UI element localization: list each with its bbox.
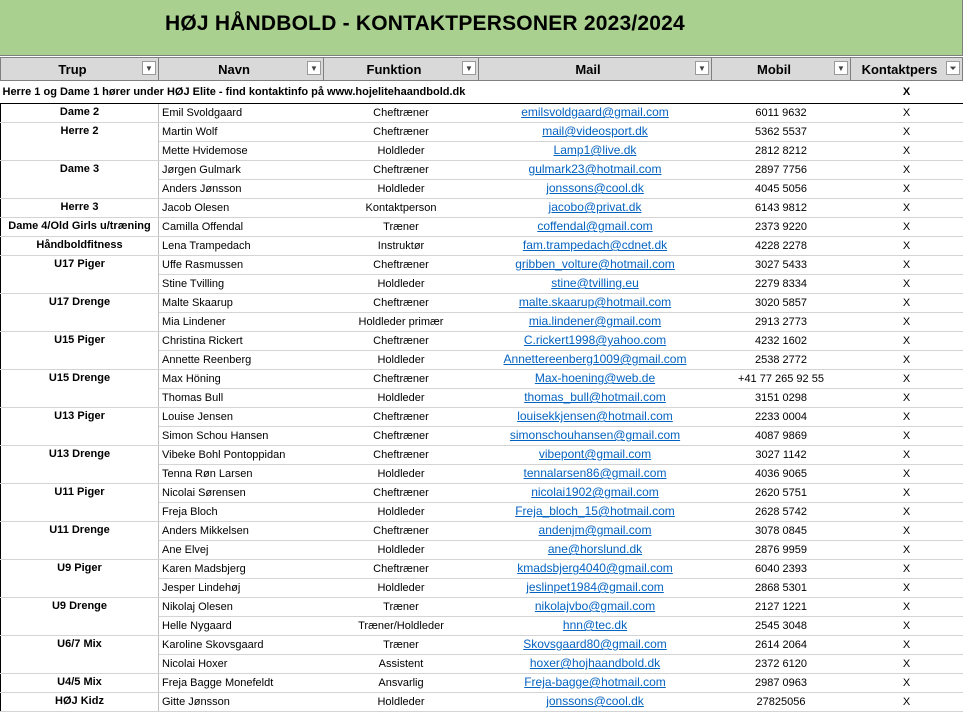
table-row <box>1 674 963 693</box>
cell-navn: Mia Lindener <box>159 313 324 332</box>
cell-kontakt: X <box>851 104 963 123</box>
filter-dropdown-icon[interactable]: ▼ <box>142 61 156 75</box>
cell-navn: Tenna Røn Larsen <box>159 465 324 484</box>
cell-funktion: Holdleder primær <box>324 313 479 332</box>
cell-trup: U17 Drenge <box>1 294 159 332</box>
cell-funktion: Træner <box>324 218 479 237</box>
cell-funktion: Holdleder <box>324 142 479 161</box>
email-link[interactable]: gribben_volture@hotmail.com <box>515 257 675 271</box>
cell-funktion: Træner/Holdleder <box>324 617 479 636</box>
contact-table <box>0 57 963 712</box>
cell-mail <box>479 541 712 560</box>
cell-navn: Jacob Olesen <box>159 199 324 218</box>
filter-active-icon[interactable]: ⏷ <box>946 61 960 75</box>
cell-mobil: 6143 9812 <box>712 199 851 218</box>
cell-funktion: Holdleder <box>324 503 479 522</box>
cell-trup: HØJ Kidz <box>1 693 159 712</box>
cell-mobil: 3027 5433 <box>712 256 851 275</box>
cell-kontakt: X <box>851 332 963 351</box>
cell-navn: Helle Nygaard <box>159 617 324 636</box>
header-mail: Mail ▼ <box>479 58 712 81</box>
email-link[interactable]: thomas_bull@hotmail.com <box>524 390 666 404</box>
email-link[interactable]: coffendal@gmail.com <box>537 219 653 233</box>
cell-funktion: Cheftræner <box>324 256 479 275</box>
cell-navn: Christina Rickert <box>159 332 324 351</box>
cell-funktion: Holdleder <box>324 541 479 560</box>
email-link[interactable]: andenjm@gmail.com <box>538 523 652 537</box>
cell-trup: Dame 2 <box>1 104 159 123</box>
cell-trup: Herre 2 <box>1 123 159 161</box>
cell-trup: U9 Piger <box>1 560 159 598</box>
email-link[interactable]: malte.skaarup@hotmail.com <box>518 295 672 309</box>
cell-mail <box>479 104 712 123</box>
cell-mail <box>479 465 712 484</box>
cell-trup: U13 Piger <box>1 408 159 446</box>
cell-kontakt: X <box>851 579 963 598</box>
table-row <box>1 598 963 617</box>
cell-mobil: 2127 1221 <box>712 598 851 617</box>
cell-funktion: Træner <box>324 598 479 617</box>
cell-mobil: 4228 2278 <box>712 237 851 256</box>
cell-kontakt: X <box>851 446 963 465</box>
cell-kontakt: X <box>851 218 963 237</box>
cell-navn: Anders Jønsson <box>159 180 324 199</box>
cell-funktion: Cheftræner <box>324 427 479 446</box>
cell-navn: Karen Madsbjerg <box>159 560 324 579</box>
cell-mobil: 2614 2064 <box>712 636 851 655</box>
table-row <box>1 199 963 218</box>
cell-kontakt: X <box>851 294 963 313</box>
cell-navn: Freja Bloch <box>159 503 324 522</box>
cell-mail <box>479 275 712 294</box>
cell-kontakt: X <box>851 180 963 199</box>
email-link[interactable]: jonssons@cool.dk <box>546 181 644 195</box>
cell-mobil: 4087 9869 <box>712 427 851 446</box>
cell-navn: Freja Bagge Monefeldt <box>159 674 324 693</box>
title-banner <box>0 0 963 56</box>
email-link[interactable]: Annettereenberg1009@gmail.com <box>503 352 687 366</box>
cell-trup: U4/5 Mix <box>1 674 159 693</box>
cell-funktion: Cheftræner <box>324 370 479 389</box>
cell-funktion: Cheftræner <box>324 522 479 541</box>
filter-dropdown-icon[interactable]: ▼ <box>307 61 321 75</box>
cell-mobil: 3151 0298 <box>712 389 851 408</box>
cell-mobil: +41 77 265 92 55 <box>712 370 851 389</box>
email-link[interactable]: Lamp1@live.dk <box>553 143 637 157</box>
cell-kontakt: X <box>851 313 963 332</box>
email-link[interactable]: Freja_bloch_15@hotmail.com <box>515 504 675 518</box>
cell-mobil: 2620 5751 <box>712 484 851 503</box>
cell-mobil: 2628 5742 <box>712 503 851 522</box>
cell-mail <box>479 256 712 275</box>
cell-kontakt: X <box>851 237 963 256</box>
cell-mobil: 2233 0004 <box>712 408 851 427</box>
cell-navn: Malte Skaarup <box>159 294 324 313</box>
cell-mobil: 2913 2773 <box>712 313 851 332</box>
email-link[interactable]: kmadsbjerg4040@gmail.com <box>517 561 673 575</box>
email-link[interactable]: Max-hoening@web.de <box>534 371 656 385</box>
cell-mail <box>479 617 712 636</box>
cell-funktion: Cheftræner <box>324 161 479 180</box>
table-row <box>1 693 963 712</box>
cell-kontakt: X <box>851 389 963 408</box>
cell-kontakt: X <box>851 142 963 161</box>
cell-funktion: Cheftræner <box>324 123 479 142</box>
cell-funktion: Træner <box>324 636 479 655</box>
cell-funktion: Cheftræner <box>324 332 479 351</box>
cell-navn: Camilla Offendal <box>159 218 324 237</box>
cell-mail <box>479 427 712 446</box>
cell-mobil: 2876 9959 <box>712 541 851 560</box>
email-link[interactable]: Skovsgaard80@gmail.com <box>523 637 667 651</box>
cell-navn: Lena Trampedach <box>159 237 324 256</box>
cell-mail <box>479 123 712 142</box>
cell-kontakt: X <box>851 693 963 712</box>
cell-navn: Thomas Bull <box>159 389 324 408</box>
cell-kontakt: X <box>851 636 963 655</box>
table-row <box>1 256 963 275</box>
cell-mail <box>479 237 712 256</box>
table-row <box>1 218 963 237</box>
cell-mobil: 2987 0963 <box>712 674 851 693</box>
cell-trup: U17 Piger <box>1 256 159 294</box>
cell-trup: U6/7 Mix <box>1 636 159 674</box>
cell-funktion: Holdleder <box>324 389 479 408</box>
cell-funktion: Holdleder <box>324 579 479 598</box>
cell-kontakt: X <box>851 503 963 522</box>
email-link[interactable]: ane@horslund.dk <box>547 542 643 556</box>
email-link[interactable]: nicolai1902@gmail.com <box>531 485 659 499</box>
cell-trup: U11 Piger <box>1 484 159 522</box>
cell-funktion: Cheftræner <box>324 560 479 579</box>
email-link[interactable]: emilsvoldgaard@gmail.com <box>521 105 669 119</box>
cell-mail <box>479 446 712 465</box>
sheet-title: HØJ HÅNDBOLD - KONTAKTPERSONER 2023/2024 <box>165 12 685 35</box>
cell-trup: U15 Piger <box>1 332 159 370</box>
cell-mail <box>479 161 712 180</box>
cell-kontakt: X <box>851 408 963 427</box>
table-row <box>1 104 963 123</box>
cell-mobil: 2897 7756 <box>712 161 851 180</box>
cell-mail <box>479 142 712 161</box>
cell-navn: Annette Reenberg <box>159 351 324 370</box>
cell-funktion: Cheftræner <box>324 408 479 427</box>
cell-mobil: 27825056 <box>712 693 851 712</box>
cell-kontakt: X <box>851 560 963 579</box>
cell-navn: Louise Jensen <box>159 408 324 427</box>
cell-funktion: Ansvarlig <box>324 674 479 693</box>
cell-mail <box>479 560 712 579</box>
cell-trup: U15 Drenge <box>1 370 159 408</box>
cell-mobil: 2279 8334 <box>712 275 851 294</box>
filter-dropdown-icon[interactable]: ▼ <box>834 61 848 75</box>
cell-mobil: 3020 5857 <box>712 294 851 313</box>
table-row <box>1 332 963 351</box>
table-row <box>1 294 963 313</box>
cell-navn: Gitte Jønsson <box>159 693 324 712</box>
cell-mobil: 2812 8212 <box>712 142 851 161</box>
header-funktion: Funktion ▼ <box>324 58 479 81</box>
email-link[interactable]: louisekkjensen@hotmail.com <box>517 409 673 423</box>
filter-dropdown-icon[interactable]: ▼ <box>462 61 476 75</box>
email-link[interactable]: hnn@tec.dk <box>562 618 628 632</box>
header-trup: Trup ▼ <box>1 58 159 81</box>
kontakt-mark: X <box>851 81 963 104</box>
table-row <box>1 560 963 579</box>
notice-text: Herre 1 og Dame 1 hører under HØJ Elite - find kontaktinfo på www.hojelitehaandbold.dk <box>1 81 851 104</box>
cell-funktion: Cheftræner <box>324 446 479 465</box>
cell-mail <box>479 674 712 693</box>
cell-funktion: Assistent <box>324 655 479 674</box>
cell-navn: Anders Mikkelsen <box>159 522 324 541</box>
email-link[interactable]: vibepont@gmail.com <box>538 447 652 461</box>
cell-trup: Herre 3 <box>1 199 159 218</box>
email-link[interactable]: tennalarsen86@gmail.com <box>523 466 667 480</box>
cell-navn: Jesper Lindehøj <box>159 579 324 598</box>
email-link[interactable]: mia.lindener@gmail.com <box>528 314 662 328</box>
cell-mobil: 3027 1142 <box>712 446 851 465</box>
cell-kontakt: X <box>851 256 963 275</box>
header-navn: Navn ▼ <box>159 58 324 81</box>
header-row <box>1 58 963 81</box>
email-link[interactable]: jacobo@privat.dk <box>548 200 642 214</box>
cell-funktion: Cheftræner <box>324 294 479 313</box>
email-link[interactable]: simonschouhansen@gmail.com <box>509 428 681 442</box>
cell-navn: Karoline Skovsgaard <box>159 636 324 655</box>
cell-mail <box>479 598 712 617</box>
cell-mail <box>479 332 712 351</box>
email-link[interactable]: mail@videosport.dk <box>542 124 648 138</box>
cell-mail <box>479 313 712 332</box>
cell-kontakt: X <box>851 275 963 294</box>
cell-navn: Nicolai Sørensen <box>159 484 324 503</box>
email-link[interactable]: hoxer@hojhaandbold.dk <box>529 656 661 670</box>
cell-mobil: 4036 9065 <box>712 465 851 484</box>
cell-mail <box>479 408 712 427</box>
cell-kontakt: X <box>851 541 963 560</box>
email-link[interactable]: C.rickert1998@yahoo.com <box>523 333 667 347</box>
cell-navn: Ane Elvej <box>159 541 324 560</box>
cell-funktion: Holdleder <box>324 351 479 370</box>
cell-kontakt: X <box>851 427 963 446</box>
cell-mail <box>479 199 712 218</box>
cell-trup: Håndboldfitness <box>1 237 159 256</box>
cell-kontakt: X <box>851 465 963 484</box>
email-link[interactable]: jonssons@cool.dk <box>546 694 644 708</box>
cell-kontakt: X <box>851 199 963 218</box>
cell-mail <box>479 351 712 370</box>
cell-navn: Nicolai Hoxer <box>159 655 324 674</box>
cell-navn: Max Höning <box>159 370 324 389</box>
cell-navn: Stine Tvilling <box>159 275 324 294</box>
cell-funktion: Instruktør <box>324 237 479 256</box>
cell-navn: Uffe Rasmussen <box>159 256 324 275</box>
cell-mobil: 2372 6120 <box>712 655 851 674</box>
table-row <box>1 446 963 465</box>
cell-navn: Mette Hvidemose <box>159 142 324 161</box>
cell-kontakt: X <box>851 522 963 541</box>
cell-navn: Nikolaj Olesen <box>159 598 324 617</box>
header-mobil: Mobil ▼ <box>712 58 851 81</box>
cell-trup: U11 Drenge <box>1 522 159 560</box>
cell-navn: Martin Wolf <box>159 123 324 142</box>
cell-funktion: Kontaktperson <box>324 199 479 218</box>
filter-dropdown-icon[interactable]: ▼ <box>695 61 709 75</box>
cell-funktion: Cheftræner <box>324 104 479 123</box>
cell-mail <box>479 180 712 199</box>
cell-mail <box>479 522 712 541</box>
cell-mail <box>479 579 712 598</box>
cell-trup: Dame 4/Old Girls u/træning <box>1 218 159 237</box>
cell-funktion: Holdleder <box>324 180 479 199</box>
table-row <box>1 408 963 427</box>
cell-mail <box>479 218 712 237</box>
cell-mobil: 3078 0845 <box>712 522 851 541</box>
cell-kontakt: X <box>851 161 963 180</box>
cell-mobil: 2373 9220 <box>712 218 851 237</box>
cell-mail <box>479 693 712 712</box>
cell-mail <box>479 370 712 389</box>
table-row <box>1 123 963 142</box>
cell-funktion: Holdleder <box>324 465 479 484</box>
cell-kontakt: X <box>851 655 963 674</box>
cell-mail <box>479 294 712 313</box>
cell-kontakt: X <box>851 598 963 617</box>
cell-mobil: 4232 1602 <box>712 332 851 351</box>
cell-mobil: 2545 3048 <box>712 617 851 636</box>
cell-kontakt: X <box>851 123 963 142</box>
cell-trup: U9 Drenge <box>1 598 159 636</box>
table-row <box>1 636 963 655</box>
table-row <box>1 370 963 389</box>
email-link[interactable]: fam.trampedach@cdnet.dk <box>522 238 668 252</box>
cell-mobil: 5362 5537 <box>712 123 851 142</box>
notice-row <box>1 81 963 104</box>
cell-mail <box>479 636 712 655</box>
email-link[interactable]: nikolajvbo@gmail.com <box>534 599 656 613</box>
email-link[interactable]: gulmark23@hotmail.com <box>528 162 662 176</box>
cell-mail <box>479 655 712 674</box>
email-link[interactable]: stine@tvilling.eu <box>551 276 639 290</box>
cell-mobil: 2868 5301 <box>712 579 851 598</box>
cell-navn: Vibeke Bohl Pontoppidan <box>159 446 324 465</box>
table-row <box>1 522 963 541</box>
cell-trup: Dame 3 <box>1 161 159 199</box>
cell-kontakt: X <box>851 617 963 636</box>
cell-mobil: 6011 9632 <box>712 104 851 123</box>
cell-trup: U13 Drenge <box>1 446 159 484</box>
cell-funktion: Holdleder <box>324 693 479 712</box>
cell-mail <box>479 503 712 522</box>
table-row <box>1 237 963 256</box>
cell-mobil: 6040 2393 <box>712 560 851 579</box>
cell-mobil: 4045 5056 <box>712 180 851 199</box>
cell-navn: Simon Schou Hansen <box>159 427 324 446</box>
cell-mobil: 2538 2772 <box>712 351 851 370</box>
cell-mail <box>479 389 712 408</box>
email-link[interactable]: Freja-bagge@hotmail.com <box>524 675 666 689</box>
table-row <box>1 484 963 503</box>
cell-mail <box>479 484 712 503</box>
cell-funktion: Holdleder <box>324 275 479 294</box>
cell-kontakt: X <box>851 351 963 370</box>
email-link[interactable]: jeslinpet1984@gmail.com <box>526 580 664 594</box>
cell-navn: Jørgen Gulmark <box>159 161 324 180</box>
cell-kontakt: X <box>851 370 963 389</box>
cell-funktion: Cheftræner <box>324 484 479 503</box>
header-kontaktpers: Kontaktpers ⏷ <box>851 58 963 81</box>
cell-navn: Emil Svoldgaard <box>159 104 324 123</box>
cell-kontakt: X <box>851 674 963 693</box>
table-row <box>1 161 963 180</box>
cell-kontakt: X <box>851 484 963 503</box>
